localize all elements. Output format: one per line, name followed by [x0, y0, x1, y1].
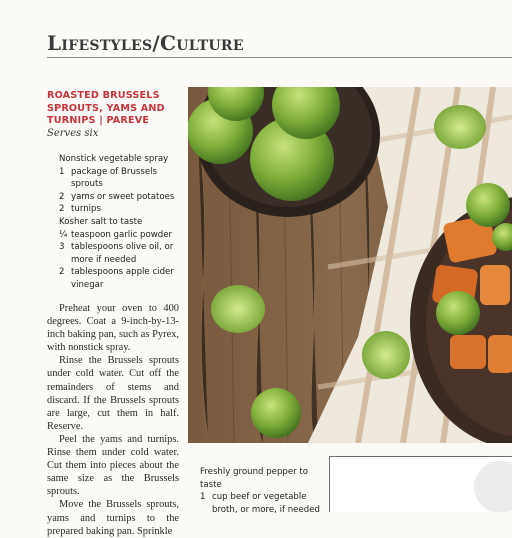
instruction-paragraph: Rinse the Brussels sprouts under cold water. Cut off the remainders of stems and discard. If the Brussels sprouts are large, cut them in half. Reserve.: [47, 355, 179, 432]
ingredient-text: Nonstick vegetable spray: [59, 154, 169, 164]
ingredient-item: [59, 241, 184, 266]
ingredient-item: [59, 229, 184, 242]
ingredient-item: [59, 191, 184, 204]
ingredient-item: [200, 466, 320, 491]
ingredient-list-continued: [200, 466, 320, 516]
instruction-paragraph: Move the Brussels sprouts, yams and turnips to the prepared baking pan. Sprinkle: [47, 499, 179, 537]
ingredient-text: Freshly ground pepper to taste: [200, 467, 309, 490]
section-header: [47, 31, 512, 58]
ingredient-item: [59, 153, 184, 166]
recipe-serves: Serves six: [47, 128, 99, 139]
ingredient-item: [59, 203, 184, 216]
ingredient-text: package of Brussels sprouts: [71, 166, 158, 190]
ingredient-list: [59, 153, 184, 292]
ingredient-quantity: 1: [59, 166, 65, 177]
ingredient-quantity: 1: [200, 492, 206, 503]
secondary-photo: [329, 456, 512, 512]
ingredient-quantity: 2: [59, 191, 65, 202]
ingredient-item: [200, 491, 320, 516]
ingredient-text: Kosher salt to taste: [59, 216, 143, 227]
header-divider: [47, 57, 512, 58]
ingredient-quantity: 3: [59, 242, 65, 253]
ingredient-quantity: ¼: [59, 229, 68, 240]
ingredient-text: turnips: [71, 204, 101, 215]
recipe-instructions: [47, 302, 179, 538]
ingredient-text: yams or sweet potatoes: [71, 191, 175, 202]
instruction-paragraph: Preheat your oven to 400 degrees. Coat a 9-inch-by-13-inch baking pan, such as Pyrex, with nonstick spray.: [47, 303, 179, 354]
instruction-paragraph: Peel the yams and turnips. Rinse them under cold water. Cut them into pieces about the same size as the Brussels sprouts.: [47, 433, 179, 498]
ingredient-item: [59, 216, 184, 229]
ingredient-text: teaspoon garlic powder: [71, 229, 173, 240]
recipe-title: ROASTED BRUSSELS SPROUTS, YAMS AND TURNIPS | PAREVE: [47, 90, 165, 127]
ingredient-quantity: 2: [59, 204, 65, 215]
ingredient-text: cup beef or vegetable broth, or more, if needed: [212, 492, 320, 515]
ingredient-item: [59, 166, 184, 191]
ingredient-quantity: 2: [59, 267, 65, 278]
ingredient-text: tablespoons olive oil, or more if needed: [71, 242, 174, 265]
section-title: Lifestyles/Culture: [47, 31, 244, 55]
ingredient-text: tablespoons apple cider vinegar: [71, 267, 174, 290]
ingredient-item: [59, 266, 184, 291]
food-photo: [188, 87, 512, 443]
